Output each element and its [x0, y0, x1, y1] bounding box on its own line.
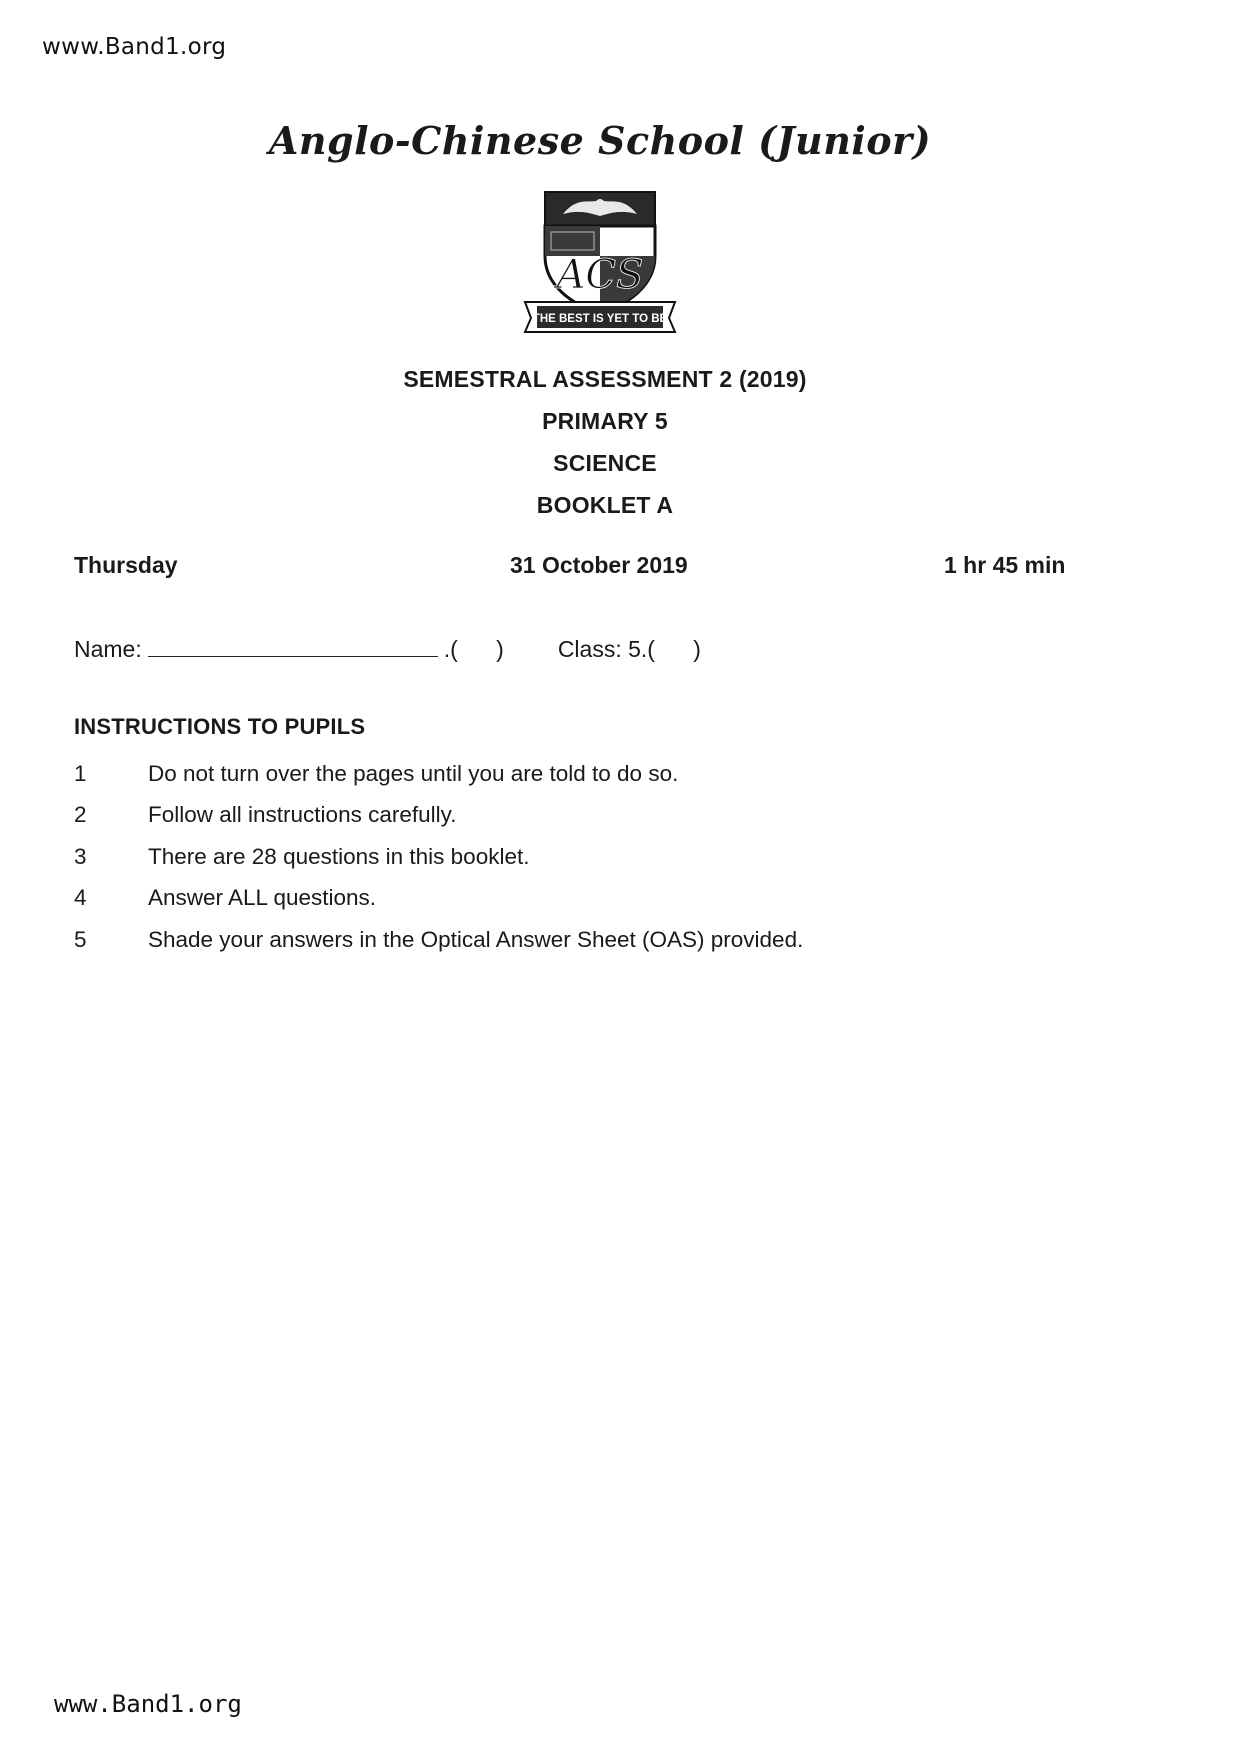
instruction-text: Answer ALL questions. [148, 885, 377, 911]
list-item [74, 753, 1074, 795]
name-blank-line[interactable] [148, 634, 438, 657]
instruction-number: 2 [74, 802, 87, 828]
instruction-number: 1 [74, 760, 87, 786]
crest-motto: THE BEST IS YET TO BE [532, 313, 668, 325]
list-item [74, 836, 1074, 878]
instructions-heading: INSTRUCTIONS TO PUPILS [74, 714, 366, 739]
crest-monogram: ACS [556, 252, 644, 298]
exam-duration: 1 hr 45 min [944, 552, 1066, 578]
instruction-number: 4 [74, 885, 87, 911]
instruction-text: There are 28 questions in this booklet. [148, 843, 530, 869]
instruction-text: Do not turn over the pages until you are told to do so. [148, 760, 679, 786]
instruction-text: Follow all instructions carefully. [148, 802, 457, 828]
exam-day: Thursday [74, 552, 178, 578]
student-details-row [74, 634, 701, 663]
watermark-top: www.Band1.org [42, 34, 227, 60]
subject-title: SCIENCE [553, 450, 657, 476]
school-name: Anglo-Chinese School (Junior) [268, 118, 932, 163]
class-field[interactable]: Class: 5.( ) [557, 636, 701, 662]
list-item [74, 795, 1074, 837]
school-crest-logo [523, 186, 677, 334]
booklet-title: BOOKLET A [536, 492, 674, 518]
list-item [74, 919, 1074, 961]
assessment-title: SEMESTRAL ASSESSMENT 2 (2019) [403, 366, 807, 392]
name-label: Name: [74, 636, 142, 662]
instruction-text: Shade your answers in the Optical Answer Sheet (OAS) provided. [148, 926, 804, 952]
level-title: PRIMARY 5 [542, 408, 668, 434]
assessment-title-block [0, 358, 1210, 526]
instructions-list [74, 753, 1074, 961]
instruction-number: 5 [74, 926, 87, 952]
index-number-field[interactable]: .( ) [443, 636, 504, 662]
exam-date: 31 October 2019 [510, 552, 688, 578]
list-item [74, 878, 1074, 920]
watermark-bottom: www.Band1.org [54, 1690, 242, 1718]
instruction-number: 3 [74, 843, 87, 869]
